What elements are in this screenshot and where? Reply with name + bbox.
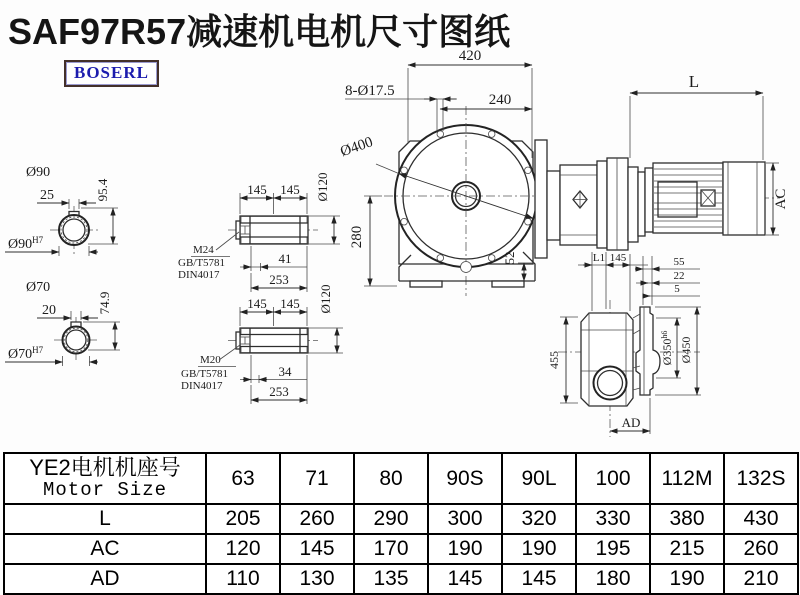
foot-pad [410,281,442,287]
hollow-shaft-top [178,173,340,292]
cell: 170 [354,534,428,564]
motor-ring [638,172,645,236]
thread-label-m20: M20 [200,354,221,366]
shaft-section-70 [5,280,120,366]
page-title: SAF97R57减速机电机尺寸图纸 [8,11,511,52]
motor-side-view [535,72,789,258]
dim-phi120: Ø120 [318,284,333,314]
col-71: 71 [280,453,354,504]
motor-spacer [628,167,638,242]
row-label-AD: AD [4,564,206,594]
cell: 380 [650,504,724,534]
cell: 330 [576,504,650,534]
front-view [338,48,558,296]
dim-145-b: 145 [280,296,300,311]
header-cn: YE2电机机座号 [29,454,181,480]
col-132s: 132S [724,453,798,504]
std-din4017: DIN4017 [181,380,223,392]
cell: 120 [206,534,280,564]
dim-34: 34 [278,364,292,379]
foot-pad [492,281,524,287]
label-phi70: Ø70 [26,280,51,295]
table-row-AD [4,564,798,594]
bore-value: Ø90 [8,237,33,252]
bore-value: Ø70 [8,347,33,362]
dim-phi400: Ø400 [338,134,376,161]
row-label-AC: AC [4,534,206,564]
adapter-ring [597,161,607,248]
dim-height-95-4: 95.4 [95,178,110,202]
thread-label-m24: M24 [193,244,214,256]
dim-145-b: 145 [280,182,300,197]
dim-145-a: 145 [247,296,267,311]
motor-size-table [3,452,799,595]
cell: 205 [206,504,280,534]
col-90s: 90S [428,453,502,504]
dim-bore-phi90h7 [8,235,44,252]
row-label-L: L [4,504,206,534]
dim-bore-phi70h7 [8,345,44,362]
output-bore-outer [594,367,627,400]
cell: 110 [206,564,280,594]
table-row-AC [4,534,798,564]
std-gbt5781: GB/T5781 [178,257,226,269]
dim-280: 280 [349,225,365,249]
fan-cover [723,162,765,235]
col-100: 100 [576,453,650,504]
cell: 260 [724,534,798,564]
dim-55: 55 [673,256,685,268]
cell: 135 [354,564,428,594]
dim-bolt-holes: 8-Ø17.5 [345,83,395,99]
cell: 195 [576,534,650,564]
shaft-section-90 [5,165,118,256]
cell: 210 [724,564,798,594]
hollow-shaft-bottom [181,285,343,404]
cell: 190 [428,534,502,564]
cell: 290 [354,504,428,534]
output-flange-profile [636,307,660,395]
dim-height-74-9: 74.9 [97,291,112,315]
phi350-tolerance: h6 [660,330,669,339]
cell: 190 [650,564,724,594]
label-phi90: Ø90 [26,165,51,180]
cell: 145 [502,564,576,594]
cell: 215 [650,534,724,564]
dim-phi450: Ø450 [679,336,693,364]
dim-22: 22 [673,270,685,282]
dim-41: 41 [278,251,292,266]
cell: 145 [280,534,354,564]
cell: 180 [576,564,650,594]
cell: 300 [428,504,502,534]
cell: 320 [502,504,576,534]
dim-AC: AC [773,188,789,210]
table-header-row [4,453,798,504]
dim-240: 240 [488,92,512,108]
dim-L1: L1 [592,252,606,264]
phi350-value: Ø350 [660,338,674,366]
dim-253: 253 [269,384,289,399]
dim-AD: AD [621,415,641,430]
cell: 260 [280,504,354,534]
dim-145-a: 145 [247,182,267,197]
dim-253: 253 [269,272,289,287]
cell: 190 [502,534,576,564]
header-en: Motor Size [42,479,168,502]
table-row-L [4,504,798,534]
dim-phi350h6 [660,331,674,366]
dim-52: 52 [502,251,517,265]
dim-5: 5 [674,283,680,295]
gearbox-side-view [547,252,701,437]
col-63: 63 [206,453,280,504]
dim-145: 145 [609,252,627,264]
end-washer [236,221,240,239]
motor-end-cap [645,168,653,232]
drain-hole [461,262,472,273]
cell: 430 [724,504,798,534]
dim-455: 455 [547,351,561,369]
dim-L: L [688,72,700,91]
col-80: 80 [354,453,428,504]
dim-keyway-width: 20 [42,303,56,318]
header-motor-size [4,453,206,504]
col-112m: 112M [650,453,724,504]
adapter-step [547,171,560,240]
dim-420: 420 [458,48,482,64]
motor-flange [607,158,628,250]
dim-keyway-width: 25 [40,188,54,203]
dim-phi120: Ø120 [315,172,330,202]
bore-tolerance: H7 [32,345,44,355]
std-gbt5781: GB/T5781 [181,368,229,380]
col-90l: 90L [502,453,576,504]
cell: 130 [280,564,354,594]
brand-logo: BOSERL [64,60,159,87]
cell: 145 [428,564,502,594]
flange-plate [535,140,547,258]
bore-tolerance: H7 [32,235,44,245]
std-din4017: DIN4017 [178,269,220,281]
